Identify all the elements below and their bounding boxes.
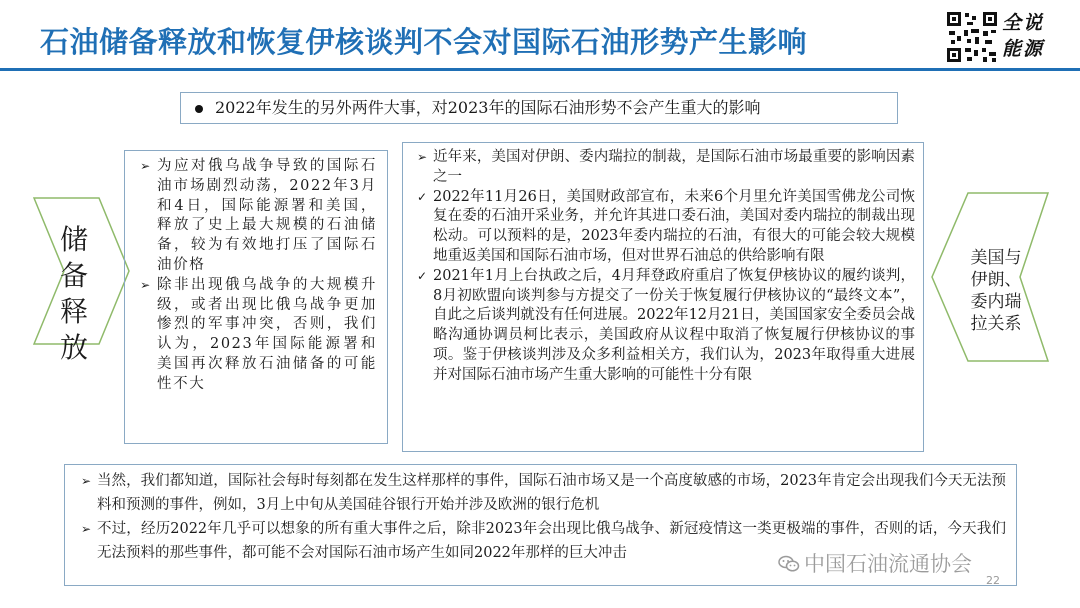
check-bullet-icon: ✓ — [416, 268, 428, 283]
qr-code-icon — [945, 10, 999, 64]
right-arrow-line: 拉关系 — [970, 314, 1022, 334]
list-item-text: 2022年11月26日，美国财政部宣布，未来6个月里允许美国雪佛龙公司恢复在委的石油开采业务，并允许其进口委石油，美国对委内瑞拉的制裁出现松动。可以预料的是，2023年委内瑞拉的石油，有很大的可能会较大规模地重返美国和国际石油市场，但对世界石油总的供给影响有限 — [433, 188, 915, 264]
watermark-text: 中国石油流通协会 — [804, 552, 972, 576]
list-item — [413, 188, 915, 267]
reserve-release-box — [124, 150, 388, 444]
wechat-icon — [778, 555, 800, 573]
list-item-text: 除非出现俄乌战争的大规模升级，或者出现比俄乌战争更加惨烈的军事冲突，否则，我们认为，2023年国际能源署和美国再次释放石油储备的可能性不大 — [157, 276, 377, 392]
check-bullet-icon: ✓ — [416, 189, 428, 204]
list-item-text: 当然，我们都知道，国际社会每时每刻都在发生这样那样的事件，国际石油市场又是一个高度敏感的市场，2023年肯定会出现我们今天无法预料和预测的事件，例如，3月上中旬从美国硅谷银行开始并涉及欧洲的银行危机 — [97, 473, 1006, 513]
brand-line-1: 全说 — [1002, 12, 1045, 34]
page-title: 石油储备释放和恢复伊核谈判不会对国际石油形势产生影响 — [40, 25, 808, 59]
arrow-bullet-icon: ➢ — [140, 277, 152, 292]
right-arrow-line: 美国与 — [970, 248, 1022, 268]
left-arrow-char: 储 — [59, 223, 88, 256]
list-item-text: 为应对俄乌战争导致的国际石油市场剧烈动荡，2022年3月和4日，国际能源署和美国，释放了史上最大规模的石油储备，较为有效地打压了国际石油价格 — [157, 158, 377, 273]
list-item — [413, 148, 915, 188]
list-item — [137, 157, 377, 276]
arrow-bullet-icon: ➢ — [80, 474, 92, 488]
list-item — [137, 276, 377, 395]
left-arrow-label — [52, 222, 96, 366]
right-arrow-line: 委内瑞 — [970, 292, 1022, 312]
title-underline — [0, 68, 1080, 71]
left-arrow-char: 备 — [59, 259, 88, 292]
bullet-dot-icon — [195, 105, 203, 113]
summary-box — [180, 92, 898, 124]
brand-line-2: 能源 — [1002, 38, 1045, 60]
watermark — [778, 548, 972, 578]
list-item — [77, 469, 1006, 517]
left-arrow-char: 释 — [59, 295, 88, 328]
arrow-bullet-icon: ➢ — [416, 150, 428, 164]
page-number: 22 — [986, 574, 1000, 587]
right-arrow-line: 伊朗、 — [970, 270, 1022, 290]
arrow-bullet-icon: ➢ — [140, 159, 152, 173]
arrow-bullet-icon: ➢ — [80, 522, 92, 536]
list-item-text: 不过，经历2022年几乎可以想象的所有重大事件之后，除非2023年会出现比俄乌战争、新冠疫情这一类更极端的事件，否则的话，今天我们无法预料的那些事件，都可能不会对国际石油市场产生如同2022年那样的巨大冲击 — [97, 521, 1006, 561]
list-item-text: 2021年1月上台执政之后，4月拜登政府重启了恢复伊核协议的履约谈判，8月初欧盟向谈判参与方提交了一份关于恢复履行伊核协议的“最终文本”，自此之后谈判就没有任何进展。2022年12月21日，美国国家安全委员会战略沟通协调员柯比表示，美国政府从议程中取消了恢复履行伊核协议的事项。鉴于伊核谈判涉及众多利益相关方，我们认为，2023年取得重大进展并对国际石油市场产生重大影响的可能性十分有限 — [433, 267, 915, 383]
iran-venezuela-box — [402, 142, 924, 452]
list-item-text: 近年来，美国对伊朗、委内瑞拉的制裁，是国际石油市场最重要的影响因素之一 — [433, 149, 915, 185]
brand-logo — [1002, 10, 1074, 62]
left-arrow-char: 放 — [59, 331, 88, 364]
list-item — [413, 267, 915, 386]
summary-text: 2022年发生的另外两件大事，对2023年的国际石油形势不会产生重大的影响 — [215, 98, 761, 117]
right-arrow-label — [960, 247, 1032, 335]
